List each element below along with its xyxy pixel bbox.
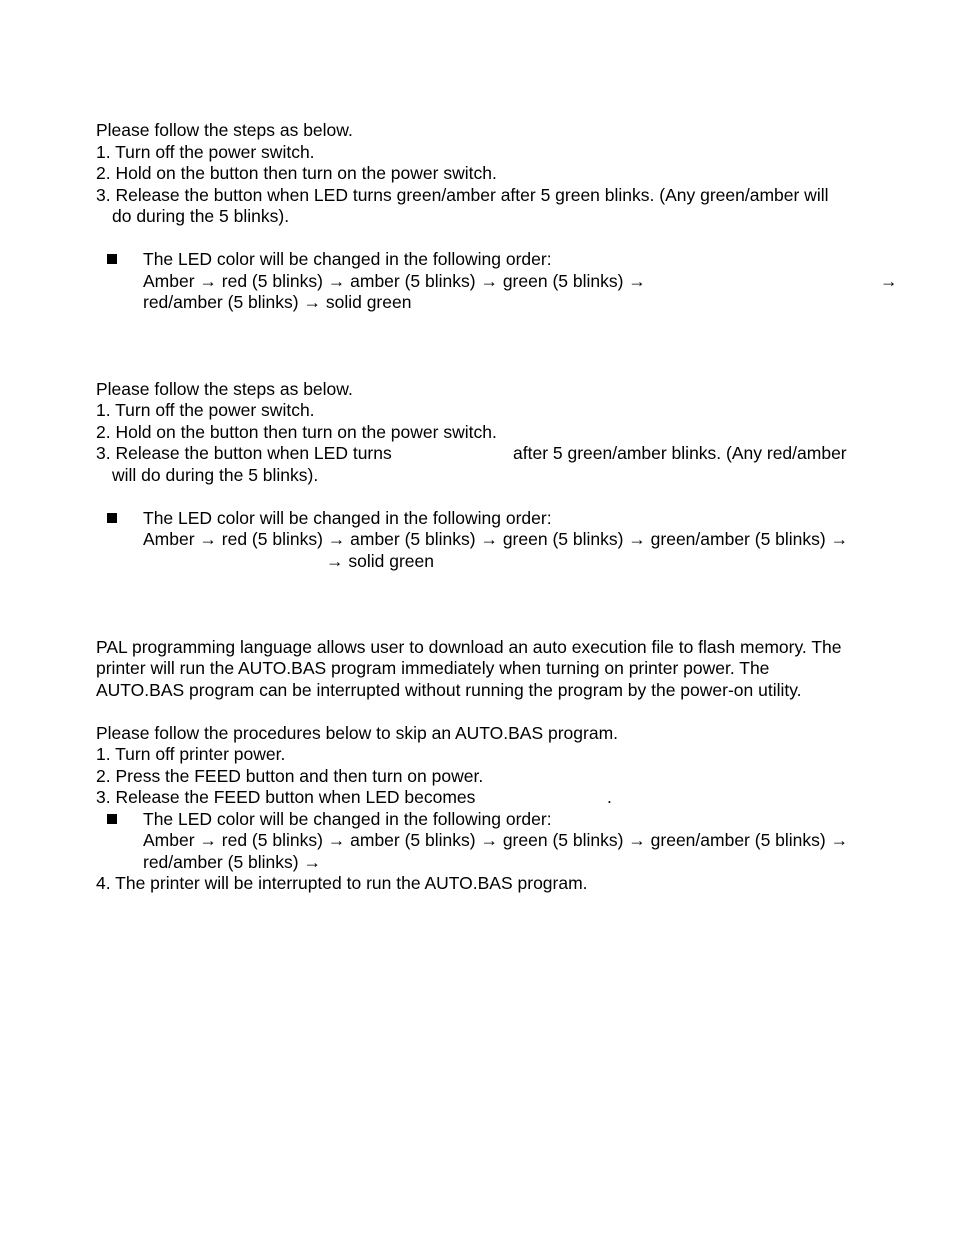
s2-step-3: 3. Release the button when LED turns: [96, 443, 392, 463]
s2-bullet-line-2: → solid green: [326, 551, 434, 571]
s3-para-line-2: printer will run the AUTO.BAS program immediately when turning on printer power. The: [96, 658, 770, 678]
s2-step-3-cont: will do during the 5 blinks).: [112, 465, 319, 485]
s3-intro: Please follow the procedures below to skip an AUTO.BAS program.: [96, 723, 619, 743]
s2-step-3-right: after 5 green/amber blinks. (Any red/amber: [513, 443, 847, 463]
s3-para-line-3: AUTO.BAS program can be interrupted without running the program by the power-on utility.: [96, 680, 802, 700]
s1-step-2: 2. Hold on the button then turn on the power switch.: [96, 163, 497, 183]
s2-step-1: 1. Turn off the power switch.: [96, 400, 315, 420]
s3-bullet-title: The LED color will be changed in the following order:: [143, 809, 552, 829]
s2-step-2: 2. Hold on the button then turn on the power switch.: [96, 422, 497, 442]
s3-bullet-line-2: red/amber (5 blinks) →: [143, 852, 321, 872]
s2-bullet-line-1: Amber → red (5 blinks) → amber (5 blinks) → green (5 blinks) → green/amber (5 blinks) →: [143, 529, 849, 549]
s1-bullet-title: The LED color will be changed in the following order:: [143, 249, 552, 269]
s3-step-4: 4. The printer will be interrupted to run the AUTO.BAS program.: [96, 873, 588, 893]
s2-intro: Please follow the steps as below.: [96, 379, 353, 399]
s3-step-3: 3. Release the FEED button when LED becomes: [96, 787, 476, 807]
s3-step-2: 2. Press the FEED button and then turn on power.: [96, 766, 484, 786]
bullet-square-icon: [107, 254, 117, 264]
s1-intro: Please follow the steps as below.: [96, 120, 353, 140]
bullet-square-icon: [107, 814, 117, 824]
s1-bullet-line-2: red/amber (5 blinks) → solid green: [143, 292, 412, 312]
s1-bullet-arrow: →: [880, 271, 898, 291]
s2-bullet-title: The LED color will be changed in the following order:: [143, 508, 552, 528]
s1-step-1: 1. Turn off the power switch.: [96, 142, 315, 162]
s1-bullet-line-1: Amber → red (5 blinks) → amber (5 blinks) → green (5 blinks) →: [143, 271, 646, 291]
s3-para-line-1: PAL programming language allows user to download an auto execution file to flash memory. The: [96, 637, 842, 657]
s1-step-3: 3. Release the button when LED turns green/amber after 5 green blinks. (Any green/amber will: [96, 185, 829, 205]
s3-bullet-line-1: Amber → red (5 blinks) → amber (5 blinks) → green (5 blinks) → green/amber (5 blinks) →: [143, 830, 849, 850]
s1-step-3-cont: do during the 5 blinks).: [112, 206, 290, 226]
s3-step-3-end: .: [607, 787, 612, 807]
bullet-square-icon: [107, 513, 117, 523]
s3-step-1: 1. Turn off printer power.: [96, 744, 286, 764]
